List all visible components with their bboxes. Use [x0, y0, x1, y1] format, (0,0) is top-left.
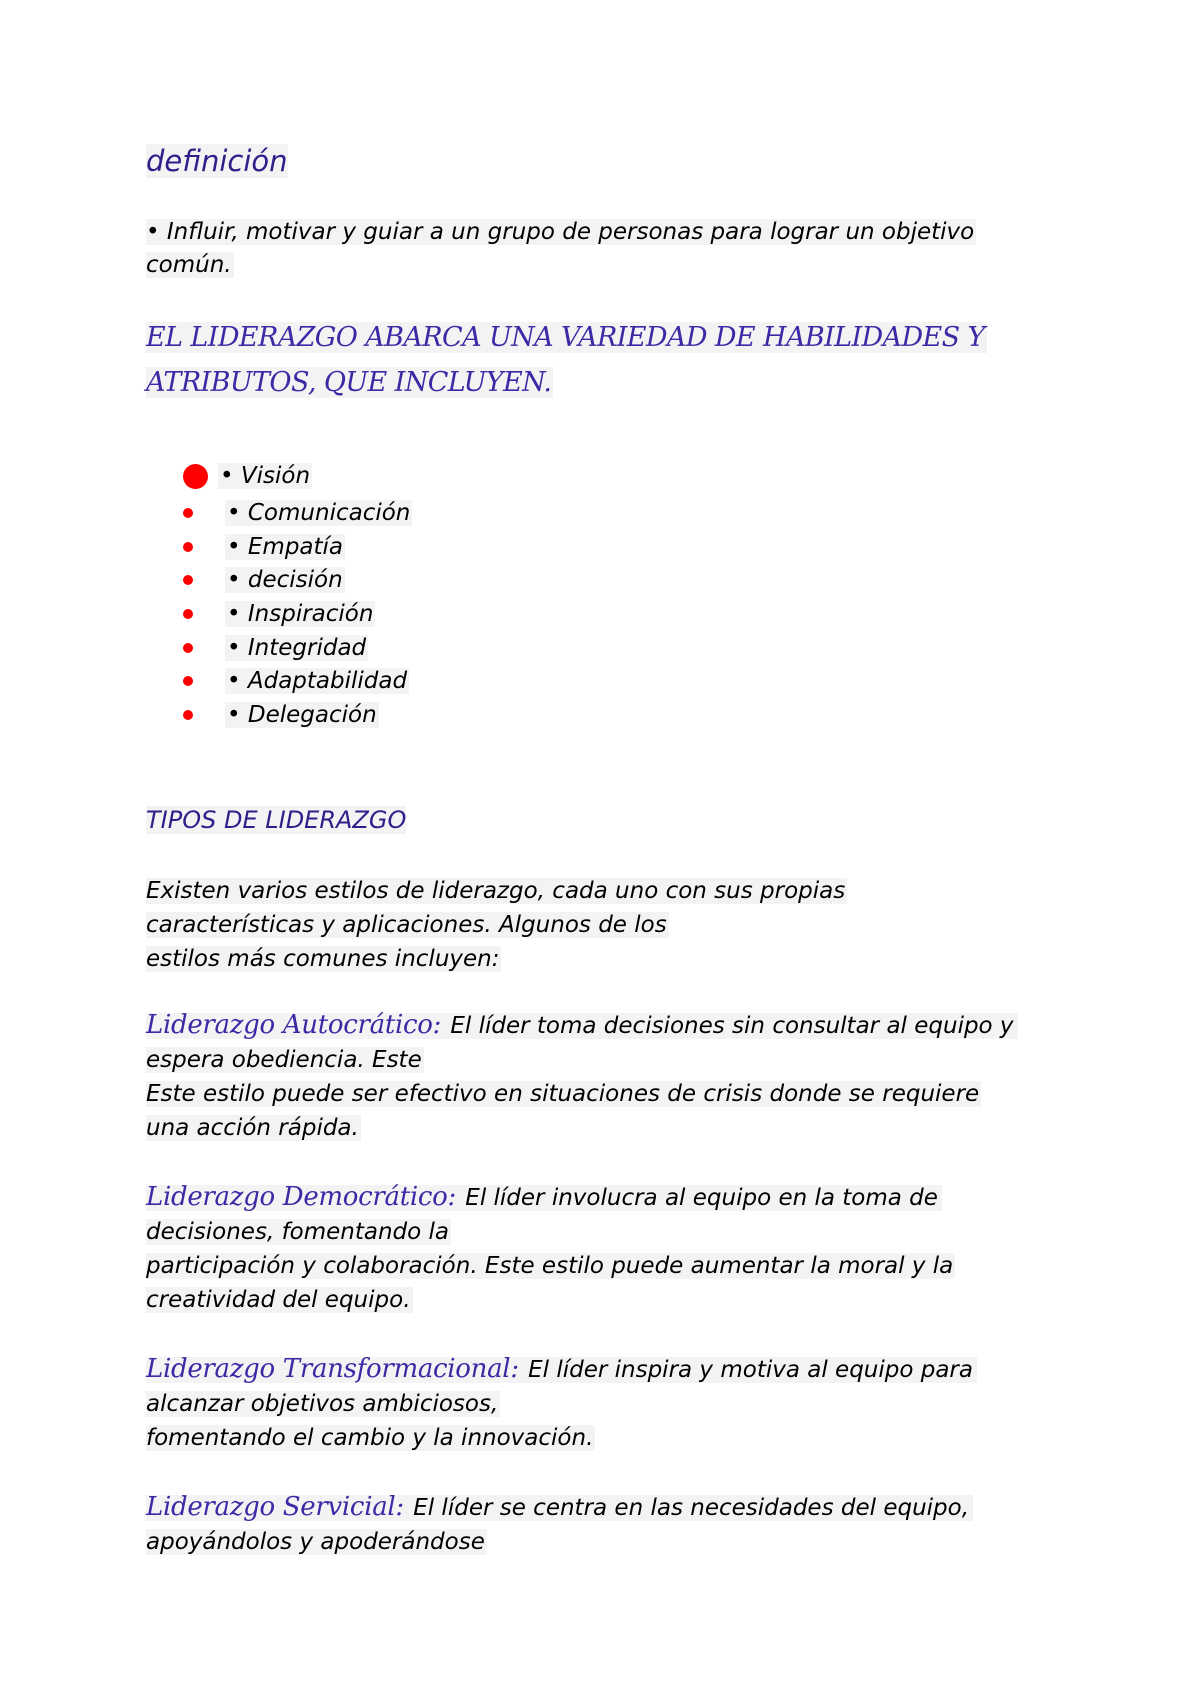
definition-heading — [146, 144, 288, 179]
style-autocratic-paragraph — [146, 1008, 1086, 1145]
style-description-line: alcanzar objetivos ambiciosos, — [146, 1391, 499, 1417]
intro-line: estilos más comunes incluyen: — [146, 946, 500, 972]
attribute-label: • Adaptabilidad — [227, 668, 408, 695]
types-heading — [146, 806, 406, 835]
style-democratic-paragraph — [146, 1180, 1086, 1317]
bullet-dot-icon — [183, 464, 208, 489]
attributes-list — [180, 456, 412, 732]
definition-title-text: definición — [146, 144, 288, 178]
list-item — [180, 631, 412, 665]
definition-line: • Influir, motivar y guiar a un grupo de personas para lograr un objetivo — [146, 219, 975, 245]
list-item — [180, 664, 412, 698]
style-description-line: El líder inspira y motiva al equipo para — [520, 1357, 973, 1383]
bullet-dot-icon — [183, 542, 193, 552]
style-name: Liderazgo Autocrático: — [146, 1010, 442, 1040]
intro-line: características y aplicaciones. Algunos de los — [146, 912, 667, 938]
style-name: Liderazgo Servicial: — [146, 1492, 404, 1522]
list-item — [180, 563, 412, 597]
list-item — [180, 530, 412, 564]
bullet-dot-icon — [183, 508, 193, 518]
style-servant-paragraph — [146, 1490, 1086, 1559]
bullet-dot-icon — [183, 575, 193, 585]
bullet-dot-icon — [183, 710, 193, 720]
definition-paragraph — [146, 216, 1066, 282]
style-description-line: apoyándolos y apoderándose — [146, 1529, 485, 1555]
list-item — [180, 456, 412, 496]
style-description-line: El líder se centra en las necesidades del equipo, — [405, 1495, 970, 1521]
style-description-line: creatividad del equipo. — [146, 1287, 411, 1313]
style-description-line: decisiones, fomentando la — [146, 1219, 450, 1245]
definition-line: común. — [146, 252, 232, 278]
list-item — [180, 597, 412, 631]
style-name: Liderazgo Transformacional: — [146, 1354, 519, 1384]
types-intro-paragraph — [146, 874, 1086, 976]
intro-line: Existen varios estilos de liderazgo, cada uno con sus propias — [146, 878, 846, 904]
bullet-dot-icon — [183, 676, 193, 686]
attribute-label: • Comunicación — [227, 499, 411, 526]
style-description-line: participación y colaboración. Este estilo puede aumentar la moral y la — [146, 1253, 954, 1279]
skills-heading — [146, 315, 1066, 405]
style-description-line: espera obediencia. Este — [146, 1047, 422, 1073]
style-transformational-paragraph — [146, 1352, 1086, 1455]
attribute-label: • decisión — [227, 567, 343, 594]
style-description-line: una acción rápida. — [146, 1115, 359, 1141]
bullet-dot-icon — [183, 609, 193, 619]
skills-heading-line: EL LIDERAZGO ABARCA UNA VARIEDAD DE HABILIDADES Y — [146, 322, 985, 353]
attribute-label: • Empatía — [227, 533, 344, 560]
list-item — [180, 698, 412, 732]
bullet-dot-icon — [183, 643, 193, 653]
attribute-label: • Visión — [220, 463, 311, 489]
style-description-line: El líder toma decisiones sin consultar al equipo y — [443, 1013, 1014, 1039]
list-item — [180, 496, 412, 530]
style-description-line: El líder involucra al equipo en la toma de — [457, 1185, 938, 1211]
types-heading-text: TIPOS DE LIDERAZGO — [146, 806, 407, 834]
style-description-line: Este estilo puede ser efectivo en situaciones de crisis donde se requiere — [146, 1081, 980, 1107]
skills-heading-line: ATRIBUTOS, QUE INCLUYEN. — [146, 367, 552, 398]
attribute-label: • Inspiración — [227, 600, 374, 627]
attribute-label: • Integridad — [227, 634, 367, 661]
style-description-line: fomentando el cambio y la innovación. — [146, 1425, 594, 1451]
attribute-label: • Delegación — [227, 701, 377, 728]
style-name: Liderazgo Democrático: — [146, 1182, 456, 1212]
